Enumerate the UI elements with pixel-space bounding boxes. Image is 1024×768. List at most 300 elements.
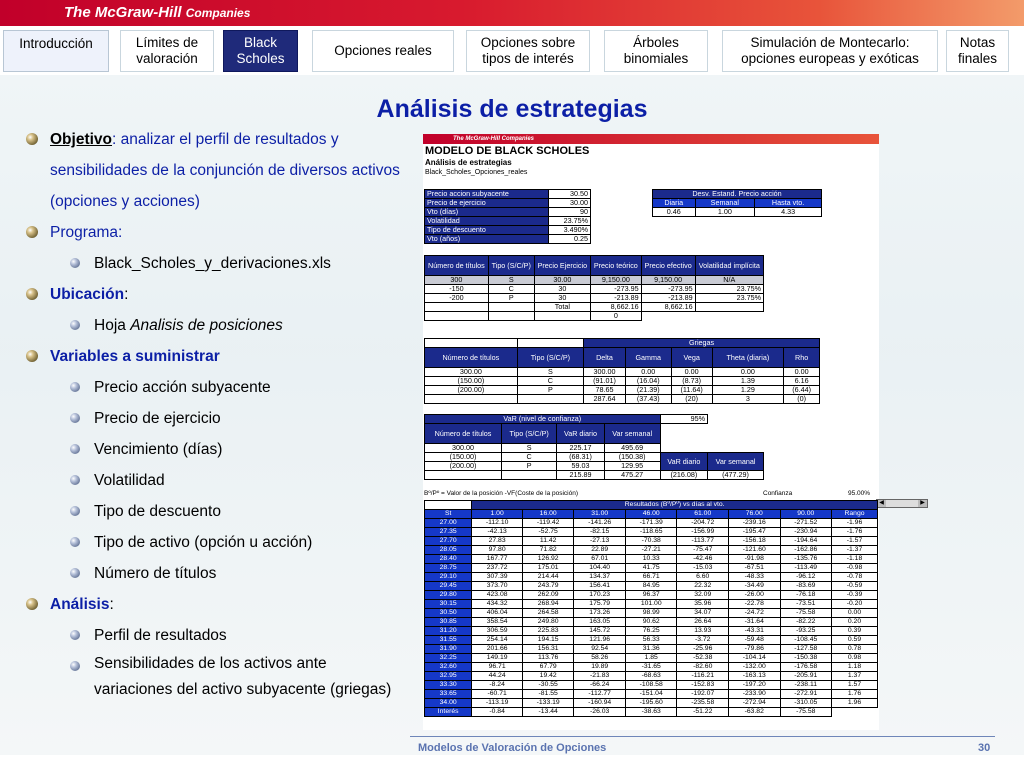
interest-cell: -26.03 [574, 708, 626, 717]
result-cell: 22.32 [677, 582, 729, 591]
param-value: 3.490% [549, 226, 591, 235]
col-header: 46.00 [625, 510, 677, 519]
col-header: 76.00 [728, 510, 780, 519]
result-cell: 27.00 [425, 519, 472, 528]
table-row [425, 285, 764, 294]
result-cell: 262.09 [522, 591, 574, 600]
result-cell: 373.70 [472, 582, 523, 591]
result-cell: 6.60 [677, 573, 729, 582]
result-cell: 30.85 [425, 618, 472, 627]
result-cell: 29.80 [425, 591, 472, 600]
result-cell: 28.75 [425, 564, 472, 573]
result-cell: 31.55 [425, 636, 472, 645]
var-cell: (150.38) [604, 453, 660, 462]
result-cell: 145.72 [574, 627, 626, 636]
result-cell: -0.20 [832, 600, 878, 609]
greek-cell: (21.39) [625, 386, 671, 395]
table-row [425, 555, 878, 564]
bullet-var-0: Precio acción subyacente [26, 372, 406, 403]
param-label: Precio de ejercicio [425, 199, 549, 208]
table-row [425, 199, 591, 208]
result-cell: -160.94 [574, 699, 626, 708]
col-header: Gamma [625, 348, 671, 368]
result-cell: -272.94 [728, 699, 780, 708]
result-cell: -150.38 [780, 654, 832, 663]
total-label: Total [534, 303, 590, 312]
result-cell: -192.07 [677, 690, 729, 699]
result-cell: -52.38 [677, 654, 729, 663]
table-row [425, 424, 764, 444]
tab-limites[interactable]: Límites de valoración [120, 30, 214, 72]
result-cell: -205.91 [780, 672, 832, 681]
result-cell: 41.75 [625, 564, 677, 573]
result-cell: 90.62 [625, 618, 677, 627]
result-cell: -42.13 [472, 528, 523, 537]
greek-cell: P [517, 386, 583, 395]
result-cell: 67.01 [574, 555, 626, 564]
table-row [425, 444, 764, 453]
table-row [425, 368, 820, 377]
pos-cell: -213.89 [641, 294, 695, 303]
greek-cell: 300.00 [584, 368, 626, 377]
result-cell: 163.05 [574, 618, 626, 627]
result-cell: 84.95 [625, 582, 677, 591]
result-cell: 254.14 [472, 636, 523, 645]
var-cell: P [502, 462, 557, 471]
positions-table [424, 255, 764, 321]
bullet-var-5: Tipo de activo (opción u acción) [26, 527, 406, 558]
bullet-analisis: Análisis: [26, 589, 406, 620]
result-cell: -93.25 [780, 627, 832, 636]
result-cell: 27.83 [472, 537, 523, 546]
greeks-title: Griegas [584, 339, 820, 348]
blank-cell [488, 312, 534, 321]
result-cell: -83.69 [780, 582, 832, 591]
param-value: 0.25 [549, 235, 591, 244]
result-cell: -68.63 [625, 672, 677, 681]
result-cell: 96.71 [472, 663, 523, 672]
result-cell: 214.44 [522, 573, 574, 582]
desv-val-2: 4.33 [755, 208, 822, 217]
result-cell: 11.42 [522, 537, 574, 546]
result-cell: -310.05 [780, 699, 832, 708]
spreadsheet-image [423, 134, 925, 730]
result-cell: -204.72 [677, 519, 729, 528]
result-cell: -156.99 [677, 528, 729, 537]
param-value: 90 [549, 208, 591, 217]
result-cell: -73.51 [780, 600, 832, 609]
result-cell: -112.77 [574, 690, 626, 699]
greek-cell: 0.00 [625, 368, 671, 377]
result-cell: -151.04 [625, 690, 677, 699]
table-row [425, 663, 878, 672]
var-total: 215.89 [557, 471, 604, 480]
pos-cell: 30 [534, 285, 590, 294]
result-cell: -239.16 [728, 519, 780, 528]
result-cell: 0.00 [832, 609, 878, 618]
result-cell: 1.37 [832, 672, 878, 681]
result-cell: -235.58 [677, 699, 729, 708]
bullet-programa-file: Black_Scholes_y_derivaciones.xls [26, 248, 406, 279]
table-row [425, 690, 878, 699]
result-cell: 243.79 [522, 582, 574, 591]
var-cell: 300.00 [425, 444, 502, 453]
result-cell: -3.72 [677, 636, 729, 645]
col-header: Volatilidad implícita [695, 256, 763, 276]
table-row [425, 453, 764, 462]
result-cell: 0.59 [832, 636, 878, 645]
pos-cell: S [488, 276, 534, 285]
result-cell: -43.31 [728, 627, 780, 636]
tab-tipos-interes[interactable]: Opciones sobre tipos de interés [466, 30, 590, 72]
bullet-objetivo: Objetivo: analizar el perfil de resultados y sensibilidades de la conjunción de diversos activos (opciones y acciones) [26, 124, 406, 217]
desv-col-1: Semanal [695, 199, 755, 208]
table-row [425, 510, 878, 519]
result-cell: 406.04 [472, 609, 523, 618]
result-cell: -118.65 [625, 528, 677, 537]
interest-cell: -13.44 [522, 708, 574, 717]
table-row [425, 395, 820, 404]
desv-val-1: 1.00 [695, 208, 755, 217]
table-row [425, 573, 878, 582]
var-table [424, 414, 764, 480]
col-header: VaR diario [557, 424, 604, 444]
table-row [425, 256, 764, 276]
result-cell: 26.64 [677, 618, 729, 627]
result-cell: 32.60 [425, 663, 472, 672]
tab-montecarlo[interactable]: Simulación de Montecarlo: opciones europeas y exóticas [722, 30, 938, 72]
greek-cell: 0.00 [712, 368, 784, 377]
result-cell: -108.58 [625, 681, 677, 690]
blank-cell [425, 312, 489, 321]
result-cell: 35.96 [677, 600, 729, 609]
result-cell: -113.77 [677, 537, 729, 546]
col-header: 16.00 [522, 510, 574, 519]
result-cell: 1.57 [832, 681, 878, 690]
var-cell: S [502, 444, 557, 453]
bullet-var-1: Precio de ejercicio [26, 403, 406, 434]
result-cell: 19.42 [522, 672, 574, 681]
tab-introduccion[interactable]: Introducción [3, 30, 109, 72]
result-cell: 268.94 [522, 600, 574, 609]
result-cell: 33.30 [425, 681, 472, 690]
zero-value: 0 [591, 312, 642, 321]
tab-notas[interactable]: Notas finales [946, 30, 1009, 72]
conf-scrollbar[interactable] [876, 499, 928, 508]
tab-opciones-reales[interactable]: Opciones reales [312, 30, 454, 72]
scroll-left-icon[interactable]: ◀ [877, 500, 886, 507]
bullet-hoja: Hoja Analisis de posiciones [26, 310, 406, 341]
conf-label: Confianza [763, 490, 793, 497]
sheet-filename: Black_Scholes_Opciones_reales [425, 169, 528, 176]
result-cell: -163.13 [728, 672, 780, 681]
param-value: 30.50 [549, 190, 591, 199]
result-cell: 156.31 [522, 645, 574, 654]
greek-total: 3 [712, 395, 784, 404]
interest-cell: Interés [425, 708, 472, 717]
blank-cell [534, 312, 590, 321]
table-row [425, 600, 878, 609]
result-cell: 194.15 [522, 636, 574, 645]
table-row [425, 377, 820, 386]
footer-line [410, 736, 995, 737]
result-cell: 170.23 [574, 591, 626, 600]
result-cell: 98.99 [625, 609, 677, 618]
result-cell: 264.58 [522, 609, 574, 618]
result-cell: 121.96 [574, 636, 626, 645]
mcgraw-hill-logo: The McGraw-Hill Companies [64, 4, 251, 21]
bullet-analisis-0: Perfil de resultados [26, 620, 406, 651]
var-cell: (200.00) [425, 462, 502, 471]
result-cell: 31.36 [625, 645, 677, 654]
result-cell: 76.25 [625, 627, 677, 636]
result-cell: -27.13 [574, 537, 626, 546]
var-conf: 95% [660, 415, 707, 424]
table-row [425, 636, 878, 645]
result-cell: -79.86 [728, 645, 780, 654]
var-total: (477.29) [708, 471, 764, 480]
var-total: 475.27 [604, 471, 660, 480]
result-cell: 104.40 [574, 564, 626, 573]
greek-total: 287.64 [584, 395, 626, 404]
table-row [425, 645, 878, 654]
result-cell: -24.72 [728, 609, 780, 618]
result-cell: 56.33 [625, 636, 677, 645]
params-table [424, 189, 591, 244]
result-cell: 34.07 [677, 609, 729, 618]
col-header: 61.00 [677, 510, 729, 519]
page-title: Análisis de estrategias [376, 95, 648, 123]
result-cell: -127.58 [780, 645, 832, 654]
table-row [425, 699, 878, 708]
result-cell: 434.32 [472, 600, 523, 609]
col-header: Tipo (S/C/P) [502, 424, 557, 444]
table-row [425, 208, 591, 217]
result-cell: 10.33 [625, 555, 677, 564]
var-title: VaR (nivel de confianza) [425, 415, 661, 424]
result-cell: -162.86 [780, 546, 832, 555]
result-cell: -70.38 [625, 537, 677, 546]
result-cell: -132.00 [728, 663, 780, 672]
result-cell: 175.01 [522, 564, 574, 573]
result-cell: -0.98 [832, 564, 878, 573]
col-header: 90.00 [780, 510, 832, 519]
result-cell: 22.89 [574, 546, 626, 555]
var-cell: (150.00) [425, 453, 502, 462]
greek-total: (37.43) [625, 395, 671, 404]
result-cell: 30.50 [425, 609, 472, 618]
interest-cell: -51.22 [677, 708, 729, 717]
desv-val-0: 0.46 [653, 208, 696, 217]
result-cell: -34.49 [728, 582, 780, 591]
tab-black-scholes[interactable]: Black Scholes [223, 30, 298, 72]
table-row [425, 386, 820, 395]
table-row [425, 235, 591, 244]
bullet-programa: Programa: [26, 217, 406, 248]
result-cell: 13.93 [677, 627, 729, 636]
result-cell: 134.37 [574, 573, 626, 582]
pos-cell: 23.75% [695, 294, 763, 303]
param-value: 23.75% [549, 217, 591, 226]
result-cell: 201.66 [472, 645, 523, 654]
result-cell: -1.18 [832, 555, 878, 564]
greeks-table [424, 338, 820, 404]
greek-cell: C [517, 377, 583, 386]
blank-cell [488, 303, 534, 312]
result-cell: 249.80 [522, 618, 574, 627]
result-cell: 1.85 [625, 654, 677, 663]
result-cell: 34.00 [425, 699, 472, 708]
result-cell: 1.96 [832, 699, 878, 708]
pos-cell: -273.95 [641, 285, 695, 294]
pos-cell: 30 [534, 294, 590, 303]
result-cell: 67.79 [522, 663, 574, 672]
bullet-var-3: Volatilidad [26, 465, 406, 496]
result-cell: -133.19 [522, 699, 574, 708]
desv-col-2: Hasta vto. [755, 199, 822, 208]
blank-cell [425, 471, 502, 480]
col-header: Tipo (S/C/P) [488, 256, 534, 276]
col-header: VaR diario [660, 453, 707, 471]
result-cell: -104.14 [728, 654, 780, 663]
result-cell: -238.11 [780, 681, 832, 690]
result-cell: -8.24 [472, 681, 523, 690]
result-cell: -135.76 [780, 555, 832, 564]
col-header: 1.00 [472, 510, 523, 519]
greek-cell: 1.29 [712, 386, 784, 395]
interest-cell: -75.58 [780, 708, 832, 717]
col-header: St [425, 510, 472, 519]
desv-col-0: Diaria [653, 199, 696, 208]
result-cell: -113.19 [472, 699, 523, 708]
col-header: Vega [671, 348, 712, 368]
result-cell: -31.64 [728, 618, 780, 627]
result-cell: -15.03 [677, 564, 729, 573]
bullet-ubicacion: Ubicación: [26, 279, 406, 310]
result-cell: -81.55 [522, 690, 574, 699]
bullet-variables: Variables a suministrar [26, 341, 406, 372]
result-cell: -108.45 [780, 636, 832, 645]
col-header: Tipo (S/C/P) [517, 348, 583, 368]
result-cell: -42.46 [677, 555, 729, 564]
results-title: Resultados (Bº/Pº) vs días al vto. [472, 501, 878, 510]
var-total: (216.08) [660, 471, 707, 480]
result-cell: -1.57 [832, 537, 878, 546]
table-row [425, 627, 878, 636]
greek-cell: (16.04) [625, 377, 671, 386]
greek-cell: (91.01) [584, 377, 626, 386]
result-cell: -233.90 [728, 690, 780, 699]
greek-total: (20) [671, 395, 712, 404]
result-cell: 28.40 [425, 555, 472, 564]
col-header: Var semanal [604, 424, 660, 444]
result-cell: -0.59 [832, 582, 878, 591]
scroll-right-icon[interactable]: ▶ [918, 500, 927, 507]
result-cell: -82.15 [574, 528, 626, 537]
pos-cell: -273.95 [591, 285, 642, 294]
result-cell: -119.42 [522, 519, 574, 528]
result-cell: 0.78 [832, 645, 878, 654]
col-header: Precio efectivo [641, 256, 695, 276]
result-cell: 306.59 [472, 627, 523, 636]
result-cell: -96.12 [780, 573, 832, 582]
result-cell: -76.18 [780, 591, 832, 600]
result-cell: -230.94 [780, 528, 832, 537]
greek-cell: (200.00) [425, 386, 518, 395]
table-row [425, 654, 878, 663]
result-cell: 0.39 [832, 627, 878, 636]
blank-cell [517, 339, 583, 348]
greek-cell: 6.16 [784, 377, 820, 386]
result-cell: -82.60 [677, 663, 729, 672]
result-cell: -91.98 [728, 555, 780, 564]
result-cell: -1.76 [832, 528, 878, 537]
bullet-var-4: Tipo de descuento [26, 496, 406, 527]
result-cell: -197.20 [728, 681, 780, 690]
result-cell: 71.82 [522, 546, 574, 555]
result-cell: -66.24 [574, 681, 626, 690]
conf-value: 95.00% [848, 490, 871, 497]
result-cell: -21.83 [574, 672, 626, 681]
result-cell: -156.18 [728, 537, 780, 546]
result-cell: -59.48 [728, 636, 780, 645]
result-cell: 101.00 [625, 600, 677, 609]
col-header: Número de títulos [425, 256, 489, 276]
result-cell: -60.71 [472, 690, 523, 699]
greek-cell: 1.39 [712, 377, 784, 386]
greek-cell: 0.00 [784, 368, 820, 377]
result-cell: -195.60 [625, 699, 677, 708]
result-cell: -0.39 [832, 591, 878, 600]
result-cell: 32.09 [677, 591, 729, 600]
result-cell: -75.47 [677, 546, 729, 555]
result-cell: 92.54 [574, 645, 626, 654]
result-cell: -27.21 [625, 546, 677, 555]
col-header: Número de títulos [425, 424, 502, 444]
pos-cell: -213.89 [591, 294, 642, 303]
bullet-var-6: Número de títulos [26, 558, 406, 589]
result-cell: 0.20 [832, 618, 878, 627]
param-label: Vto (años) [425, 235, 549, 244]
result-cell: -0.78 [832, 573, 878, 582]
var-cell: 225.17 [557, 444, 604, 453]
result-cell: 30.15 [425, 600, 472, 609]
table-row [425, 303, 764, 312]
table-row [425, 415, 764, 424]
result-cell: -48.33 [728, 573, 780, 582]
col-header: Rango [832, 510, 878, 519]
pos-cell: C [488, 285, 534, 294]
table-row [425, 501, 878, 510]
result-cell: 19.89 [574, 663, 626, 672]
result-cell: 32.25 [425, 654, 472, 663]
pos-cell: -200 [425, 294, 489, 303]
table-row [425, 609, 878, 618]
result-cell: 32.95 [425, 672, 472, 681]
result-cell: 27.35 [425, 528, 472, 537]
col-header: Número de títulos [425, 348, 518, 368]
result-cell: -116.21 [677, 672, 729, 681]
result-cell: 358.54 [472, 618, 523, 627]
brand-bar [0, 0, 1024, 26]
result-cell: -272.91 [780, 690, 832, 699]
result-cell: 113.76 [522, 654, 574, 663]
result-cell: -30.55 [522, 681, 574, 690]
greek-cell: (150.00) [425, 377, 518, 386]
tab-arboles[interactable]: Árboles binomiales [604, 30, 708, 72]
table-row [425, 591, 878, 600]
greek-cell: (8.73) [671, 377, 712, 386]
